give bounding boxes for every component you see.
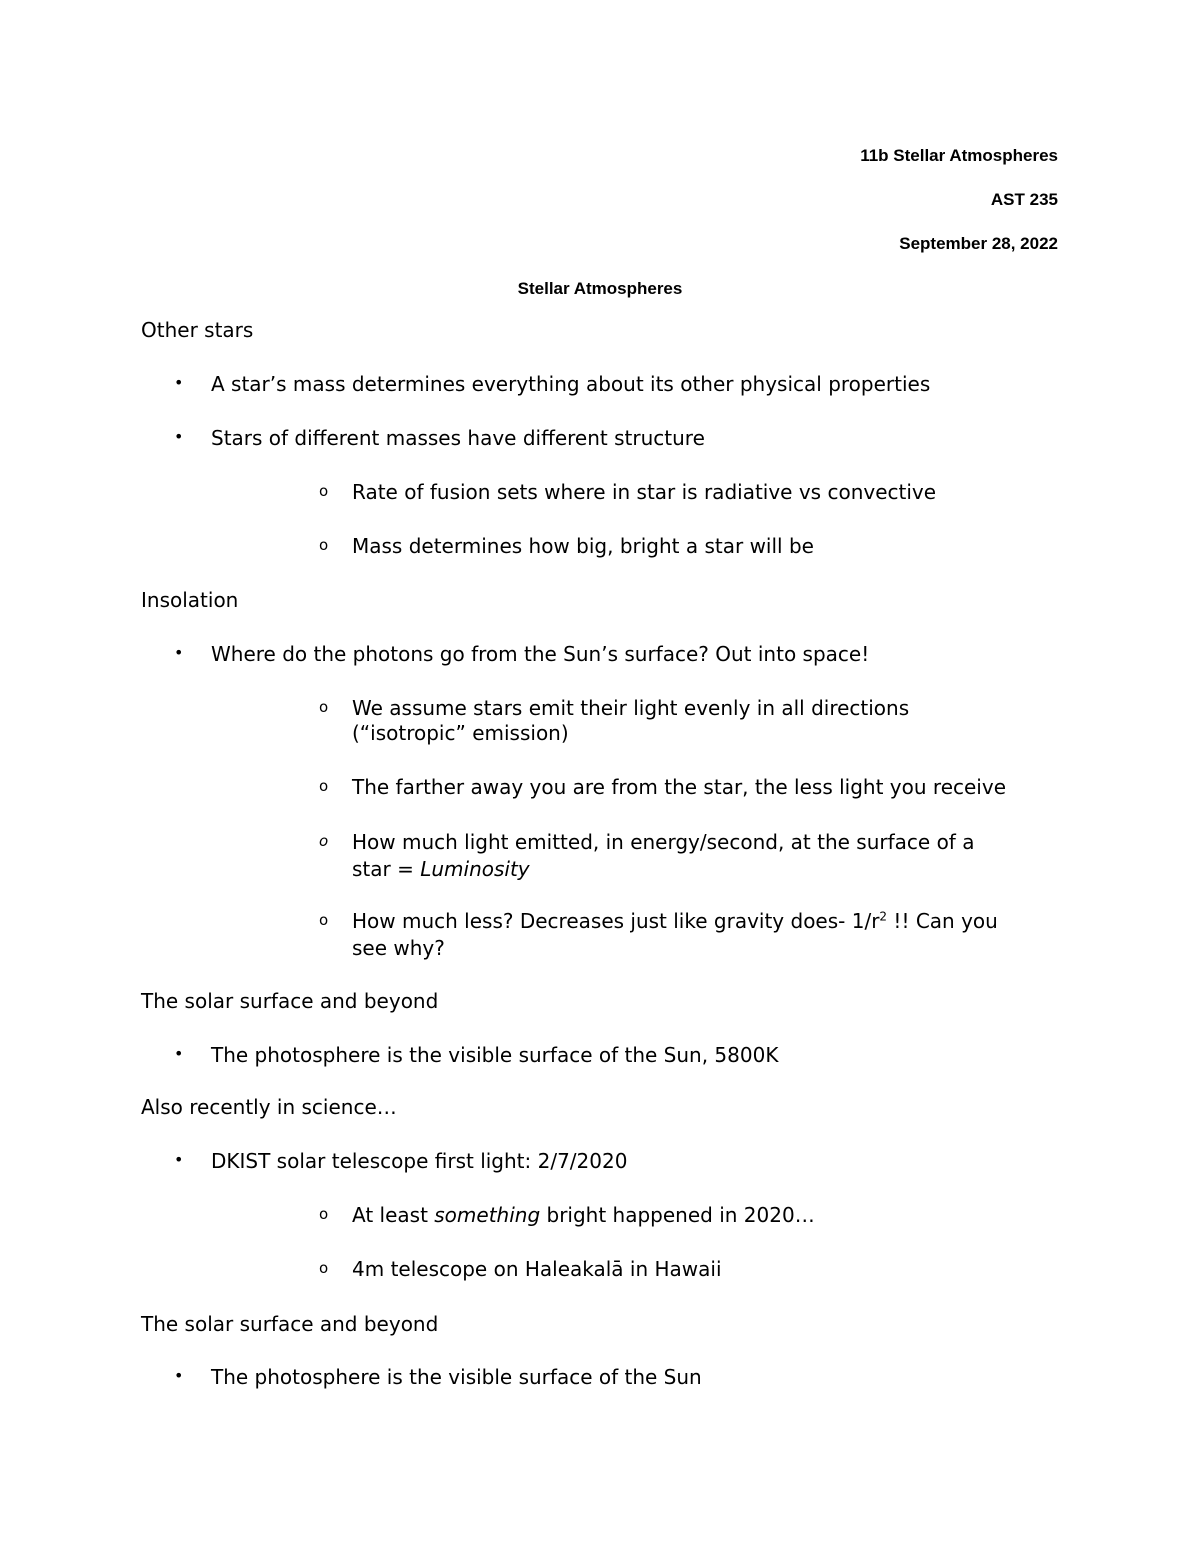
bullet-text: DKIST solar telescope first light: 2/7/2020 [211, 1149, 628, 1173]
sub-bullet-text: The farther away you are from the star, the less light you receive [352, 775, 1006, 799]
sub-bullet-marker: o [319, 1205, 329, 1223]
text-emphasis: something [434, 1203, 541, 1227]
sub-bullet-text-continued: (“isotropic” emission) [352, 721, 569, 745]
sub-bullet-text [352, 908, 998, 934]
luminosity-prefix: star = [352, 857, 421, 881]
header-course: AST 235 [990, 190, 1058, 209]
sub-bullet-text-continued [352, 856, 530, 882]
section-heading-solar-surface-2: The solar surface and beyond [141, 1312, 439, 1336]
header-title: 11b Stellar Atmospheres [860, 146, 1058, 165]
bullet-text: Stars of different masses have different structure [211, 426, 705, 450]
section-heading-recent-science: Also recently in science… [141, 1095, 397, 1119]
bullet-marker: • [174, 1366, 184, 1385]
bullet-marker: • [174, 643, 184, 662]
sub-bullet-text [352, 1202, 815, 1228]
bullet-text: The photosphere is the visible surface of the Sun [211, 1365, 702, 1389]
sub-bullet-text-continued: see why? [352, 936, 445, 960]
bullet-text: The photosphere is the visible surface of the Sun, 5800K [211, 1043, 779, 1067]
sub-bullet-marker: o [319, 777, 329, 795]
exponent: 2 [879, 909, 888, 924]
sub-bullet-text: How much light emitted, in energy/second, at the surface of a [352, 830, 975, 854]
sub-bullet-marker: o [319, 698, 329, 716]
bullet-marker: • [174, 1150, 184, 1169]
text-post: bright happened in 2020… [540, 1203, 815, 1227]
luminosity-term: Luminosity [420, 857, 530, 881]
document-title: Stellar Atmospheres [517, 279, 683, 298]
sub-bullet-marker: o [319, 536, 329, 554]
bullet-marker: • [174, 1044, 184, 1063]
bullet-marker: • [174, 427, 184, 446]
sub-bullet-text: 4m telescope on Haleakalā in Hawaii [352, 1257, 722, 1281]
bullet-text: Where do the photons go from the Sun’s surface? Out into space! [211, 642, 870, 666]
sub-bullet-marker: o [319, 482, 329, 500]
sub-bullet-text: Rate of fusion sets where in star is radiative vs convective [352, 480, 937, 504]
sub-bullet-text: We assume stars emit their light evenly in all directions [352, 696, 910, 720]
sub-bullet-marker: o [319, 911, 329, 929]
inverse-square-text-post: !! Can you [887, 909, 998, 933]
section-heading-other-stars: Other stars [141, 318, 254, 342]
section-heading-solar-surface: The solar surface and beyond [141, 989, 439, 1013]
section-heading-insolation: Insolation [141, 588, 239, 612]
bullet-text: A star’s mass determines everything about its other physical properties [211, 372, 931, 396]
sub-bullet-marker: o [319, 1259, 329, 1277]
header-date: September 28, 2022 [899, 234, 1058, 253]
text-pre: At least [352, 1203, 435, 1227]
bullet-marker: • [174, 373, 184, 392]
sub-bullet-text: Mass determines how big, bright a star will be [352, 534, 814, 558]
sub-bullet-marker: o [319, 832, 329, 850]
inverse-square-text: How much less? Decreases just like gravity does- 1/r [352, 909, 880, 933]
